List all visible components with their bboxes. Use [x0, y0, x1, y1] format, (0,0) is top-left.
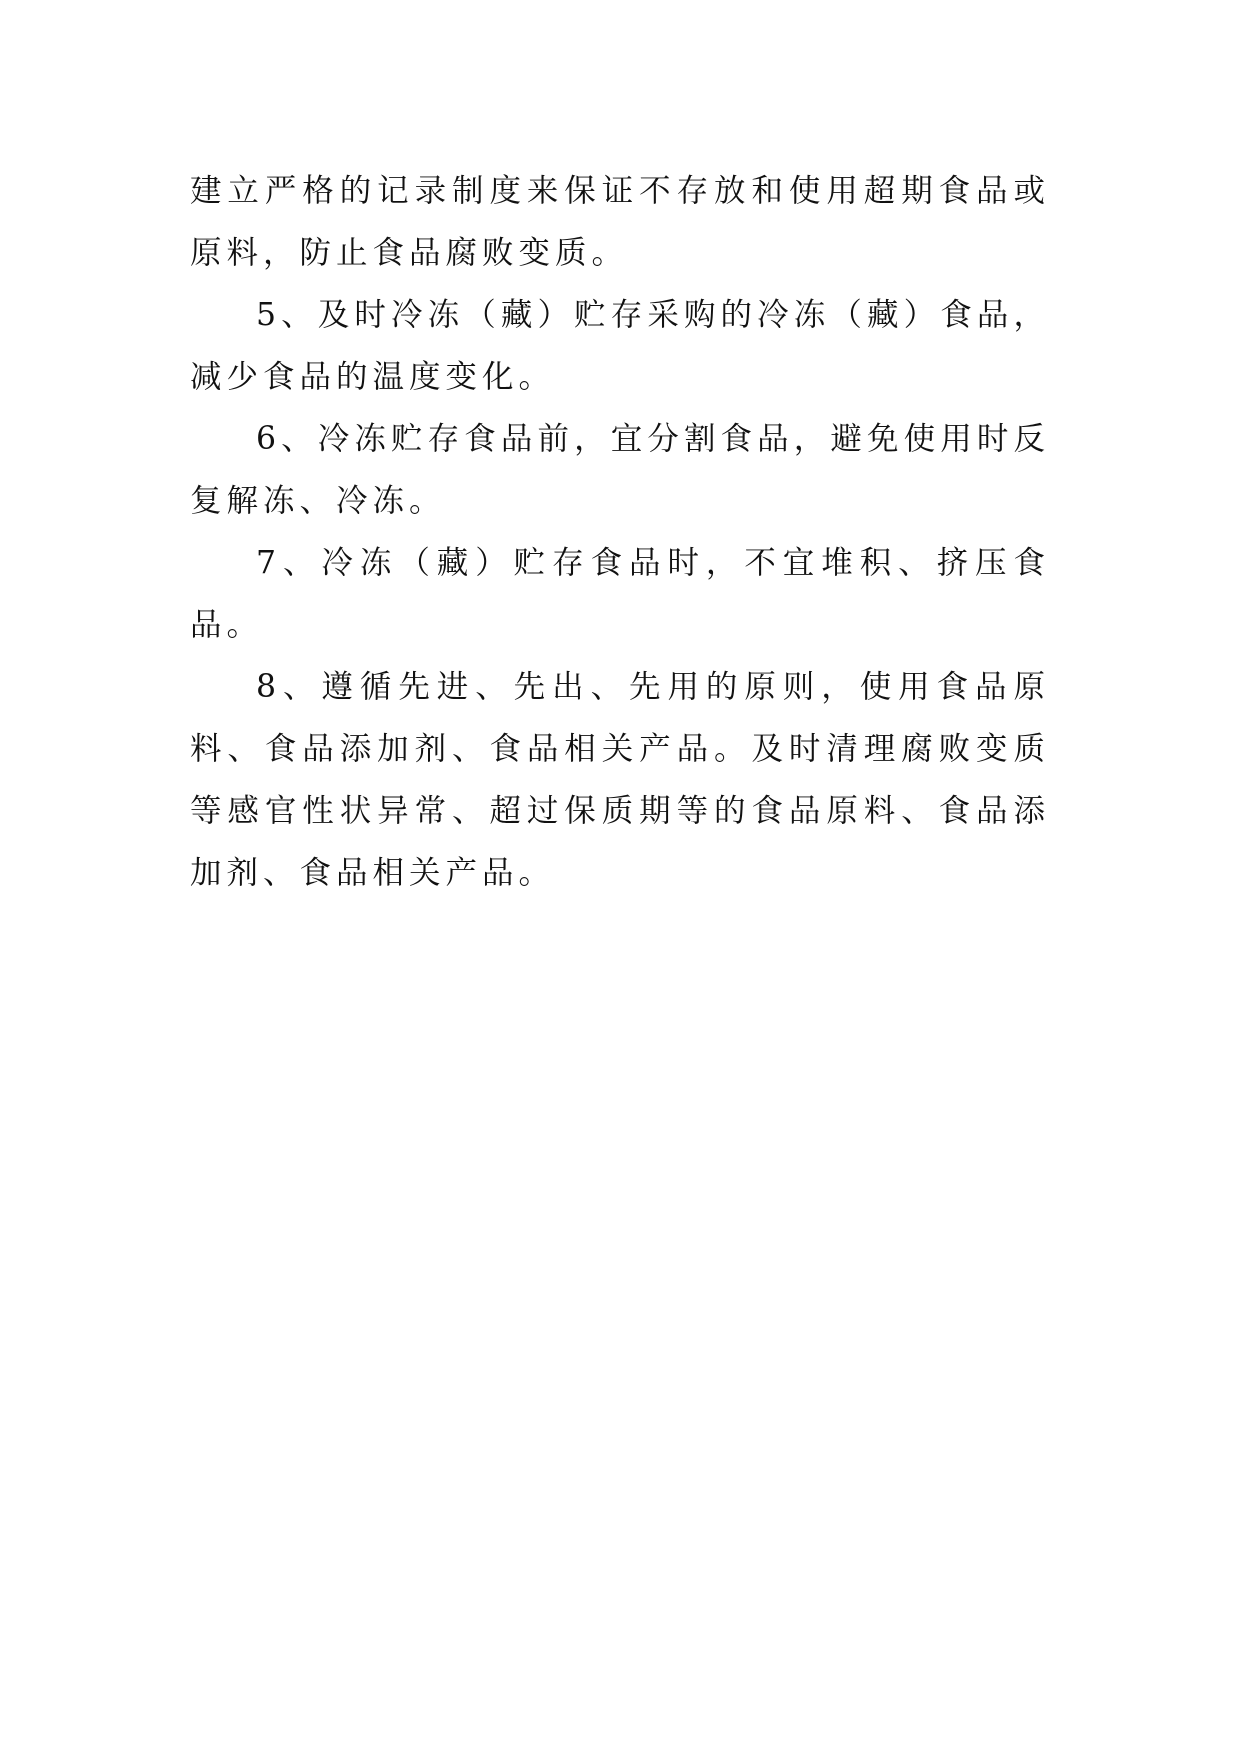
paragraph-item-8: 8、遵循先进、先出、先用的原则，使用食品原料、食品添加剂、食品相关产品。及时清理腐败变质等感官性状异常、超过保质期等的食品原料、食品添加剂、食品相关产品。 — [190, 669, 1050, 891]
paragraph-continuation: 建立严格的记录制度来保证不存放和使用超期食品或原料，防止食品腐败变质。 — [190, 173, 1050, 271]
paragraph-item-7: 7、冷冻（藏）贮存食品时，不宜堆积、挤压食品。 — [190, 545, 1050, 643]
document-body — [190, 160, 1050, 904]
paragraph-item-6: 6、冷冻贮存食品前，宜分割食品，避免使用时反复解冻、冷冻。 — [190, 421, 1050, 519]
paragraph-item-5: 5、及时冷冻（藏）贮存采购的冷冻（藏）食品，减少食品的温度变化。 — [190, 297, 1050, 395]
